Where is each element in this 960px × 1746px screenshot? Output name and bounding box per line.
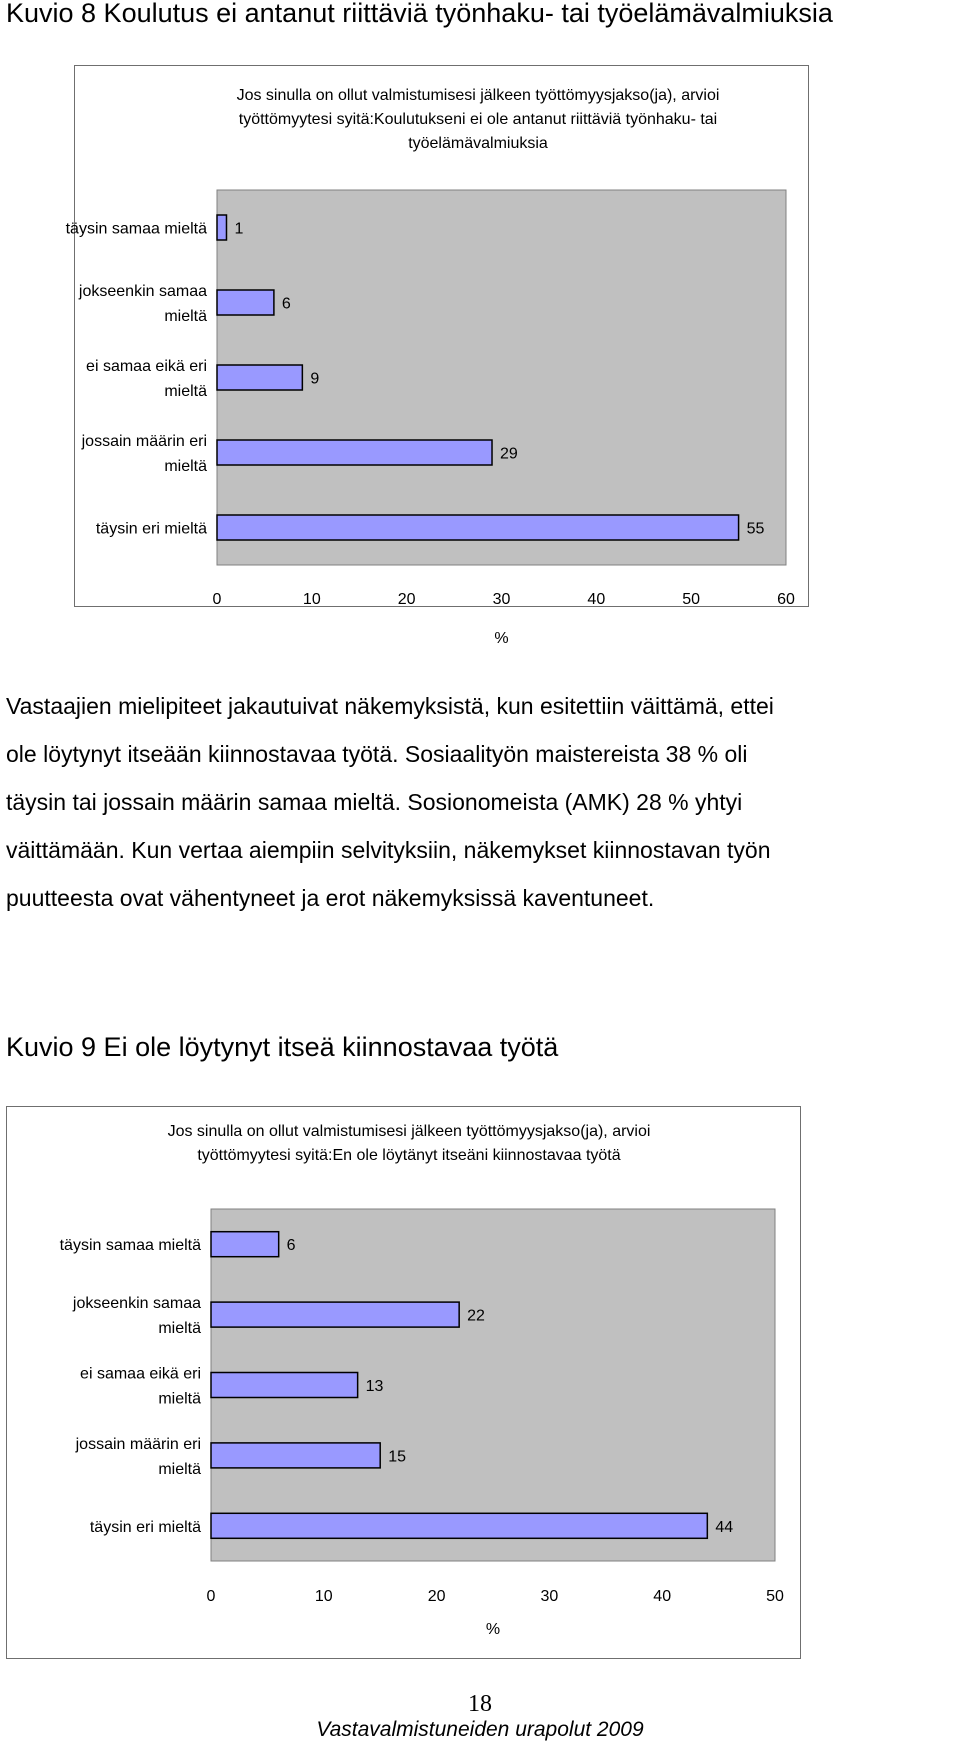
chart-title-line: työelämävalmiuksia	[408, 135, 548, 152]
category-label: jokseenkin samaa	[78, 283, 207, 300]
category-label: täysin samaa mieltä	[65, 220, 207, 238]
x-tick-label: 40	[587, 591, 606, 608]
footer-title: Vastavalmistuneiden urapolut 2009	[316, 1718, 644, 1741]
category-label: täysin eri mieltä	[95, 520, 207, 538]
chart-title-line: työttömyytesi syitä:Koulutukseni ei ole antanut riittäviä työnhaku- tai	[238, 111, 718, 128]
bar-value-label: 1	[234, 220, 244, 238]
paragraph-line: puutteesta ovat vähentyneet ja erot näkemyksissä kaventuneet.	[6, 885, 655, 911]
bar	[211, 1232, 279, 1257]
x-tick-label: 0	[206, 1588, 216, 1605]
category-label: mieltä	[164, 383, 207, 400]
figure-8-chart-svg	[65, 66, 808, 647]
category-label: jossain määrin eri	[75, 1435, 201, 1453]
paragraph-line: Vastaajien mielipiteet jakautuivat näkemyksistä, kun esitettiin väittämä, ettei	[6, 693, 774, 719]
x-tick-label: 40	[653, 1588, 672, 1605]
x-tick-label: 10	[302, 591, 321, 608]
paragraph-line: väittämään. Kun vertaa aiempiin selvityksiin, näkemykset kiinnostavan työn	[6, 837, 771, 863]
bar-value-label: 55	[746, 520, 765, 538]
category-label: täysin samaa mieltä	[59, 1237, 201, 1255]
category-label: täysin eri mieltä	[89, 1518, 201, 1536]
category-label: mieltä	[164, 458, 207, 475]
bar	[217, 440, 492, 465]
bar-value-label: 9	[310, 370, 320, 388]
category-label: mieltä	[158, 1320, 201, 1338]
x-axis-title: %	[494, 630, 509, 647]
figure-8-heading: Kuvio 8 Koulutus ei antanut riittäviä työnhaku- tai työelämävalmiuksia	[6, 0, 833, 28]
bar	[217, 215, 226, 240]
figure-9-heading: Kuvio 9 Ei ole löytynyt itseä kiinnostavaa työtä	[6, 1032, 559, 1062]
bar-value-label: 29	[500, 445, 518, 463]
bar-value-label: 6	[286, 1237, 296, 1255]
category-label: ei samaa eikä eri	[80, 1365, 201, 1383]
x-axis-title: %	[485, 1621, 501, 1638]
category-label: mieltä	[158, 1390, 201, 1408]
bar-value-label: 44	[715, 1518, 734, 1536]
bar	[217, 365, 302, 390]
category-label: ei samaa eikä eri	[86, 358, 207, 375]
chart-title-line: työttömyytesi syitä:En ole löytänyt itseäni kiinnostavaa työtä	[197, 1147, 621, 1164]
bar	[211, 1443, 380, 1468]
figure-9-chart	[6, 1106, 801, 1659]
x-tick-label: 30	[492, 591, 511, 608]
body-paragraph	[6, 682, 960, 922]
x-tick-label: 60	[777, 591, 795, 608]
bar-value-label: 13	[365, 1378, 384, 1395]
x-tick-label: 50	[766, 1588, 784, 1605]
x-tick-label: 0	[212, 591, 222, 608]
page-number: 18	[468, 1691, 492, 1717]
chart-title-line: Jos sinulla on ollut valmistumisesi jälkeen työttömyysjakso(ja), arvioi	[167, 1123, 651, 1140]
bar	[211, 1373, 358, 1398]
x-tick-label: 20	[427, 1588, 446, 1605]
x-tick-label: 20	[397, 591, 416, 608]
figure-8-chart	[65, 65, 809, 647]
x-tick-label: 30	[540, 1588, 559, 1605]
category-label: jokseenkin samaa	[72, 1295, 201, 1313]
x-tick-label: 50	[682, 591, 701, 608]
category-label: mieltä	[158, 1460, 201, 1478]
chart-title-line: Jos sinulla on ollut valmistumisesi jälkeen työttömyysjakso(ja), arvioi	[236, 87, 720, 104]
paragraph-line: täysin tai jossain määrin samaa mieltä. Sosionomeista (AMK) 28 % yhtyi	[6, 789, 743, 815]
paragraph-line: ole löytynyt itseään kiinnostavaa työtä. Sosiaalityön maistereista 38 % oli	[6, 741, 748, 767]
bar	[211, 1302, 459, 1327]
bar	[211, 1513, 707, 1538]
bar-value-label: 15	[388, 1448, 406, 1466]
figure-9-chart-svg	[7, 1107, 800, 1658]
category-label: mieltä	[164, 308, 207, 325]
bar-value-label: 22	[467, 1307, 485, 1325]
bar	[217, 290, 274, 315]
bar-value-label: 6	[281, 295, 291, 313]
x-tick-label: 10	[314, 1588, 333, 1605]
bar	[217, 515, 739, 540]
category-label: jossain määrin eri	[81, 433, 207, 450]
